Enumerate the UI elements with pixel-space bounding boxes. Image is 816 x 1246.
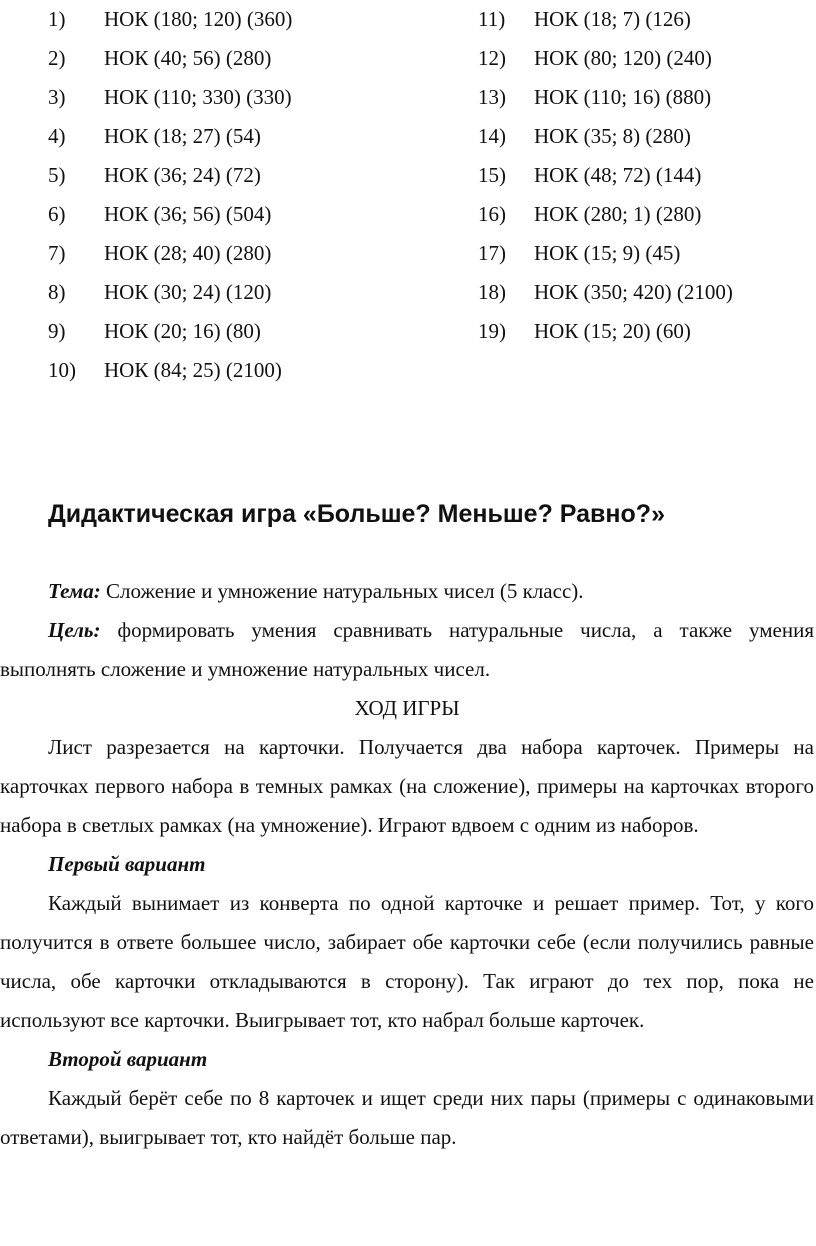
game-heading: Дидактическая игра «Больше? Меньше? Равно?» (48, 500, 665, 528)
goal-label: Цель: (48, 618, 101, 642)
list-item (48, 195, 292, 234)
list-item (478, 312, 733, 351)
list-item (478, 39, 733, 78)
document-body (0, 572, 814, 1157)
list-item (478, 78, 733, 117)
item-number: 14) (478, 124, 506, 148)
item-number: 8) (48, 280, 66, 304)
topic-label: Тема: (48, 579, 101, 603)
item-number: 15) (478, 163, 506, 187)
item-number: 3) (48, 85, 66, 109)
item-text: НОК (110; 330) (330) (104, 85, 292, 109)
item-text: НОК (84; 25) (2100) (104, 358, 282, 382)
list-item (48, 0, 292, 39)
intro-paragraph: Лист разрезается на карточки. Получается два набора карточек. Примеры на карточках первого набора в темных рамках (на сложение), примеры на карточках второго набора в светлых рамках (на умножение). Играют вдвоем с одним из наборов. (0, 735, 814, 837)
variant1-title: Первый вариант (48, 852, 206, 876)
item-text: НОК (36; 24) (72) (104, 163, 261, 187)
variant2-title: Второй вариант (48, 1047, 208, 1071)
item-number: 17) (478, 241, 506, 265)
list-item (478, 195, 733, 234)
lcm-list-left (48, 0, 292, 390)
list-item (478, 156, 733, 195)
goal-paragraph (0, 611, 814, 689)
game-procedure-title: ХОД ИГРЫ (354, 696, 460, 720)
item-text: НОК (28; 40) (280) (104, 241, 272, 265)
list-item (48, 234, 292, 273)
item-number: 18) (478, 280, 506, 304)
item-text: НОК (280; 1) (280) (534, 202, 702, 226)
list-item (478, 0, 733, 39)
item-number: 16) (478, 202, 506, 226)
item-number: 4) (48, 124, 66, 148)
item-text: НОК (80; 120) (240) (534, 46, 712, 70)
list-item (478, 234, 733, 273)
item-text: НОК (18; 27) (54) (104, 124, 261, 148)
list-item (48, 312, 292, 351)
item-text: НОК (15; 9) (45) (534, 241, 681, 265)
topic-paragraph (0, 572, 814, 611)
item-number: 6) (48, 202, 66, 226)
item-number: 5) (48, 163, 66, 187)
list-item (478, 117, 733, 156)
topic-text: Сложение и умножение натуральных чисел (5 класс). (100, 579, 584, 603)
item-text: НОК (35; 8) (280) (534, 124, 691, 148)
variant2-paragraph: Каждый берёт себе по 8 карточек и ищет среди них пары (примеры с одинаковыми ответами), выигрывает тот, кто найдёт больше пар. (0, 1086, 814, 1149)
item-text: НОК (18; 7) (126) (534, 7, 691, 31)
item-text: НОК (36; 56) (504) (104, 202, 272, 226)
item-text: НОК (30; 24) (120) (104, 280, 272, 304)
item-number: 9) (48, 319, 66, 343)
item-number: 13) (478, 85, 506, 109)
lcm-list-right (478, 0, 733, 351)
item-number: 7) (48, 241, 66, 265)
item-number: 1) (48, 7, 66, 31)
item-text: НОК (350; 420) (2100) (534, 280, 733, 304)
item-number: 19) (478, 319, 506, 343)
item-text: НОК (110; 16) (880) (534, 85, 712, 109)
item-number: 10) (48, 358, 76, 382)
list-item (48, 78, 292, 117)
item-number: 12) (478, 46, 506, 70)
item-text: НОК (40; 56) (280) (104, 46, 272, 70)
list-item (48, 156, 292, 195)
list-item (48, 117, 292, 156)
item-text: НОК (20; 16) (80) (104, 319, 261, 343)
list-item (48, 39, 292, 78)
list-item (478, 273, 733, 312)
item-number: 2) (48, 46, 66, 70)
item-number: 11) (478, 7, 506, 31)
list-item (48, 273, 292, 312)
item-text: НОК (180; 120) (360) (104, 7, 293, 31)
item-text: НОК (48; 72) (144) (534, 163, 702, 187)
item-text: НОК (15; 20) (60) (534, 319, 691, 343)
goal-text: формировать умения сравнивать натуральные числа, а также умения выполнять сложение и умножение натуральных чисел. (0, 618, 814, 681)
variant1-paragraph: Каждый вынимает из конверта по одной карточке и решает пример. Тот, у кого получится в ответе большее число, забирает обе карточки себе (если получились равные числа, обе карточки откладываются в сторону). Так играют до тех пор, пока не используют все карточки. Выигрывает тот, кто набрал больше карточек. (0, 891, 814, 1032)
list-item (48, 351, 292, 390)
